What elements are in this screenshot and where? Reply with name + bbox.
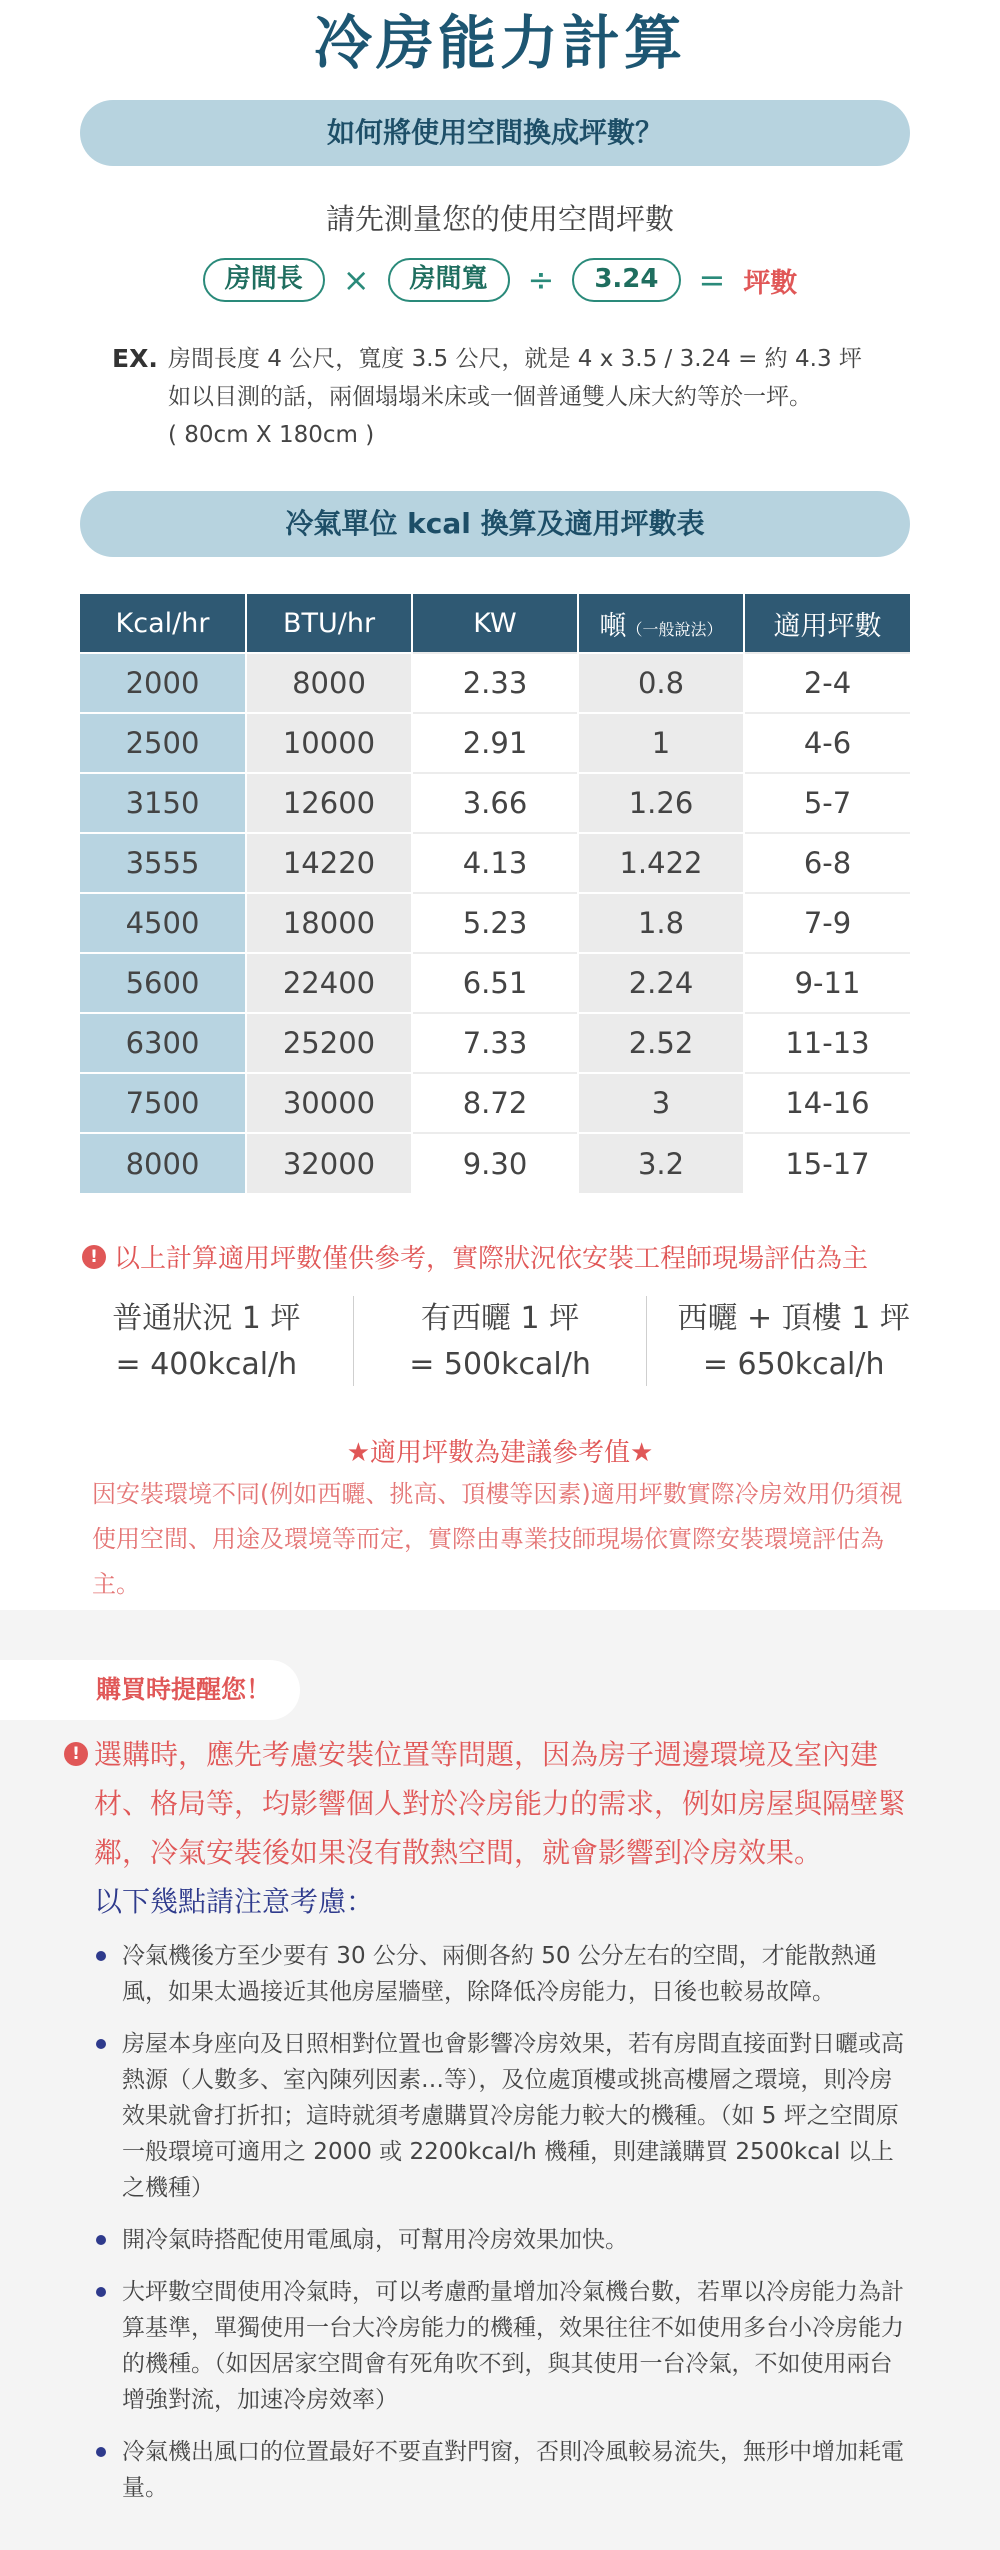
warning-icon: ! bbox=[82, 1245, 106, 1269]
cell-ton: 1.422 bbox=[578, 833, 744, 893]
example-line: ( 80cm X 180cm ) bbox=[168, 422, 375, 448]
cell-kcal: 5600 bbox=[80, 953, 246, 1013]
cell-area: 2-4 bbox=[744, 653, 910, 713]
cell-area: 9-11 bbox=[744, 953, 910, 1013]
cell-kw: 8.72 bbox=[412, 1073, 578, 1133]
cell-kcal: 3150 bbox=[80, 773, 246, 833]
formula bbox=[0, 256, 1000, 304]
table-row bbox=[80, 1013, 910, 1073]
cell-area: 14-16 bbox=[744, 1073, 910, 1133]
cell-kcal: 2500 bbox=[80, 713, 246, 773]
header-area: 適用坪數 bbox=[744, 594, 910, 653]
bullet-icon bbox=[96, 2447, 106, 2457]
table-row bbox=[80, 653, 910, 713]
cell-kw: 3.66 bbox=[412, 773, 578, 833]
list-item: 大坪數空間使用冷氣時，可以考慮酌量增加冷氣機台數，若單以冷房能力為計算基準，單獨使用一台大冷房能力的機種，效果往往不如使用多台小冷房能力的機種。（如因居家空間會有死角吹不到，與其使用一台冷氣，不如使用兩台增強對流，加速冷房效率） bbox=[94, 2274, 914, 2418]
table-warning-text: 以上計算適用坪數僅供參考，實際狀況依安裝工程師現場評估為主 bbox=[114, 1244, 869, 1274]
cell-btu: 32000 bbox=[246, 1133, 412, 1193]
section-heading-kcal-table: 冷氣單位 kcal 換算及適用坪數表 bbox=[80, 491, 910, 557]
cell-kw: 9.30 bbox=[412, 1133, 578, 1193]
header-ton bbox=[578, 594, 744, 653]
cell-ton: 1.26 bbox=[578, 773, 744, 833]
tips-list bbox=[94, 1938, 914, 2522]
purchase-reminder-tab: 購買時提醒您！ bbox=[0, 1660, 300, 1720]
list-item: 開冷氣時搭配使用電風扇，可幫用冷房效果加快。 bbox=[94, 2222, 914, 2258]
list-item: 冷氣機出風口的位置最好不要直對門窗，否則冷風較易流失，無形中增加耗電量。 bbox=[94, 2434, 914, 2506]
header-kcal: Kcal/hr bbox=[80, 594, 246, 653]
cell-kcal: 3555 bbox=[80, 833, 246, 893]
cell-ton: 1.8 bbox=[578, 893, 744, 953]
cell-btu: 10000 bbox=[246, 713, 412, 773]
table-warning bbox=[82, 1238, 922, 1275]
formula-result: 坪數 bbox=[743, 267, 798, 299]
cell-area: 6-8 bbox=[744, 833, 910, 893]
example-line: 房間長度 4 公尺，寬度 3.5 公尺，就是 4 x 3.5 / 3.24 = 約 4.3 坪 bbox=[168, 346, 862, 372]
cell-kcal: 4500 bbox=[80, 893, 246, 953]
times-icon: × bbox=[342, 261, 370, 299]
consider-heading: 以下幾點請注意考慮： bbox=[94, 1885, 375, 1918]
cell-area: 5-7 bbox=[744, 773, 910, 833]
cell-ton: 1 bbox=[578, 713, 744, 773]
note-title: ★適用坪數為建議參考值★ bbox=[346, 1438, 654, 1468]
example-line: 如以目測的話，兩個塌塌米床或一個普通雙人床大約等於一坪。 bbox=[168, 384, 812, 410]
condition-west-sun: 有西曬 1 坪 = 500kcal/h bbox=[353, 1296, 647, 1386]
list-item: 冷氣機後方至少要有 30 公分、兩側各約 50 公分左右的空間，才能散熱通風，如果太過接近其他房屋牆壁，除降低冷房能力，日後也較易故障。 bbox=[94, 1938, 914, 2010]
table-row bbox=[80, 953, 910, 1013]
cell-btu: 12600 bbox=[246, 773, 412, 833]
bullet-icon bbox=[96, 2287, 106, 2297]
purchase-warning bbox=[64, 1730, 924, 1877]
table-row bbox=[80, 1073, 910, 1133]
cell-ton: 0.8 bbox=[578, 653, 744, 713]
cell-btu: 14220 bbox=[246, 833, 412, 893]
table-row bbox=[80, 833, 910, 893]
equals-icon: = bbox=[698, 261, 726, 299]
table-row bbox=[80, 893, 910, 953]
formula-width-chip: 房間寬 bbox=[388, 258, 510, 302]
table-row bbox=[80, 713, 910, 773]
purchase-warning-text: 選購時，應先考慮安裝位置等問題，因為房子週邊環境及室內建材、格局等，均影響個人對於冷房能力的需求，例如房屋與隔壁緊鄰，冷氣安裝後如果沒有散熱空間，就會影響到冷房效果。 bbox=[94, 1738, 907, 1869]
cell-kw: 6.51 bbox=[412, 953, 578, 1013]
kcal-conversion-table bbox=[80, 594, 910, 1193]
header-ton-label: 噸 bbox=[599, 610, 627, 642]
condition-normal: 普通狀況 1 坪 = 400kcal/h bbox=[112, 1301, 301, 1382]
cell-kcal: 2000 bbox=[80, 653, 246, 713]
cell-kw: 5.23 bbox=[412, 893, 578, 953]
cell-btu: 22400 bbox=[246, 953, 412, 1013]
cell-kw: 4.13 bbox=[412, 833, 578, 893]
example-block bbox=[112, 340, 912, 454]
list-item: 房屋本身座向及日照相對位置也會影響冷房效果，若有房間直接面對日曬或高熱源（人數多、室內陳列因素…等），及位處頂樓或挑高樓層之環境，則冷房效果就會打折扣；這時就須考慮購買冷房能力較大的機種。（如 5 坪之空間原一般環境可適用之 2000 或 2200kcal/h 機種，則建議購買 2500kcal 以上之機種） bbox=[94, 2026, 914, 2206]
intro-text: 請先測量您的使用空間坪數 bbox=[325, 202, 674, 236]
cell-kw: 2.33 bbox=[412, 653, 578, 713]
table-row bbox=[80, 773, 910, 833]
cell-area: 7-9 bbox=[744, 893, 910, 953]
cell-btu: 8000 bbox=[246, 653, 412, 713]
cell-area: 4-6 bbox=[744, 713, 910, 773]
bullet-icon bbox=[96, 1951, 106, 1961]
cell-kcal: 8000 bbox=[80, 1133, 246, 1193]
example-label: EX. bbox=[112, 344, 158, 373]
cell-ton: 2.24 bbox=[578, 953, 744, 1013]
cell-kw: 7.33 bbox=[412, 1013, 578, 1073]
conditions-row bbox=[60, 1296, 940, 1386]
warning-icon: ! bbox=[64, 1742, 88, 1766]
cell-area: 11-13 bbox=[744, 1013, 910, 1073]
cell-ton: 3.2 bbox=[578, 1133, 744, 1193]
cell-btu: 30000 bbox=[246, 1073, 412, 1133]
cell-ton: 3 bbox=[578, 1073, 744, 1133]
formula-divisor-chip: 3.24 bbox=[572, 258, 680, 302]
header-ton-note: （一般說法） bbox=[626, 619, 723, 639]
cell-btu: 25200 bbox=[246, 1013, 412, 1073]
cell-kcal: 7500 bbox=[80, 1073, 246, 1133]
cell-kw: 2.91 bbox=[412, 713, 578, 773]
cell-area: 15-17 bbox=[744, 1133, 910, 1193]
bullet-icon bbox=[96, 2039, 106, 2049]
cell-kcal: 6300 bbox=[80, 1013, 246, 1073]
header-kw: KW bbox=[412, 594, 578, 653]
cell-ton: 2.52 bbox=[578, 1013, 744, 1073]
page-title: 冷房能力計算 bbox=[313, 9, 686, 77]
divide-icon: ÷ bbox=[527, 261, 555, 299]
bullet-icon bbox=[96, 2235, 106, 2245]
condition-west-sun-top-floor: 西曬 + 頂樓 1 坪 = 650kcal/h bbox=[646, 1296, 940, 1386]
cell-btu: 18000 bbox=[246, 893, 412, 953]
note-body: 因安裝環境不同(例如西曬、挑高、頂樓等因素)適用坪數實際冷房效用仍須視使用空間、用途及環境等而定，實際由專業技師現場依實際安裝環境評估為主。 bbox=[92, 1480, 903, 1598]
table-header-row bbox=[80, 594, 910, 653]
section-heading-space-conversion: 如何將使用空間換成坪數？ bbox=[80, 100, 910, 166]
table-row bbox=[80, 1133, 910, 1193]
formula-length-chip: 房間長 bbox=[203, 258, 325, 302]
header-btu: BTU/hr bbox=[246, 594, 412, 653]
